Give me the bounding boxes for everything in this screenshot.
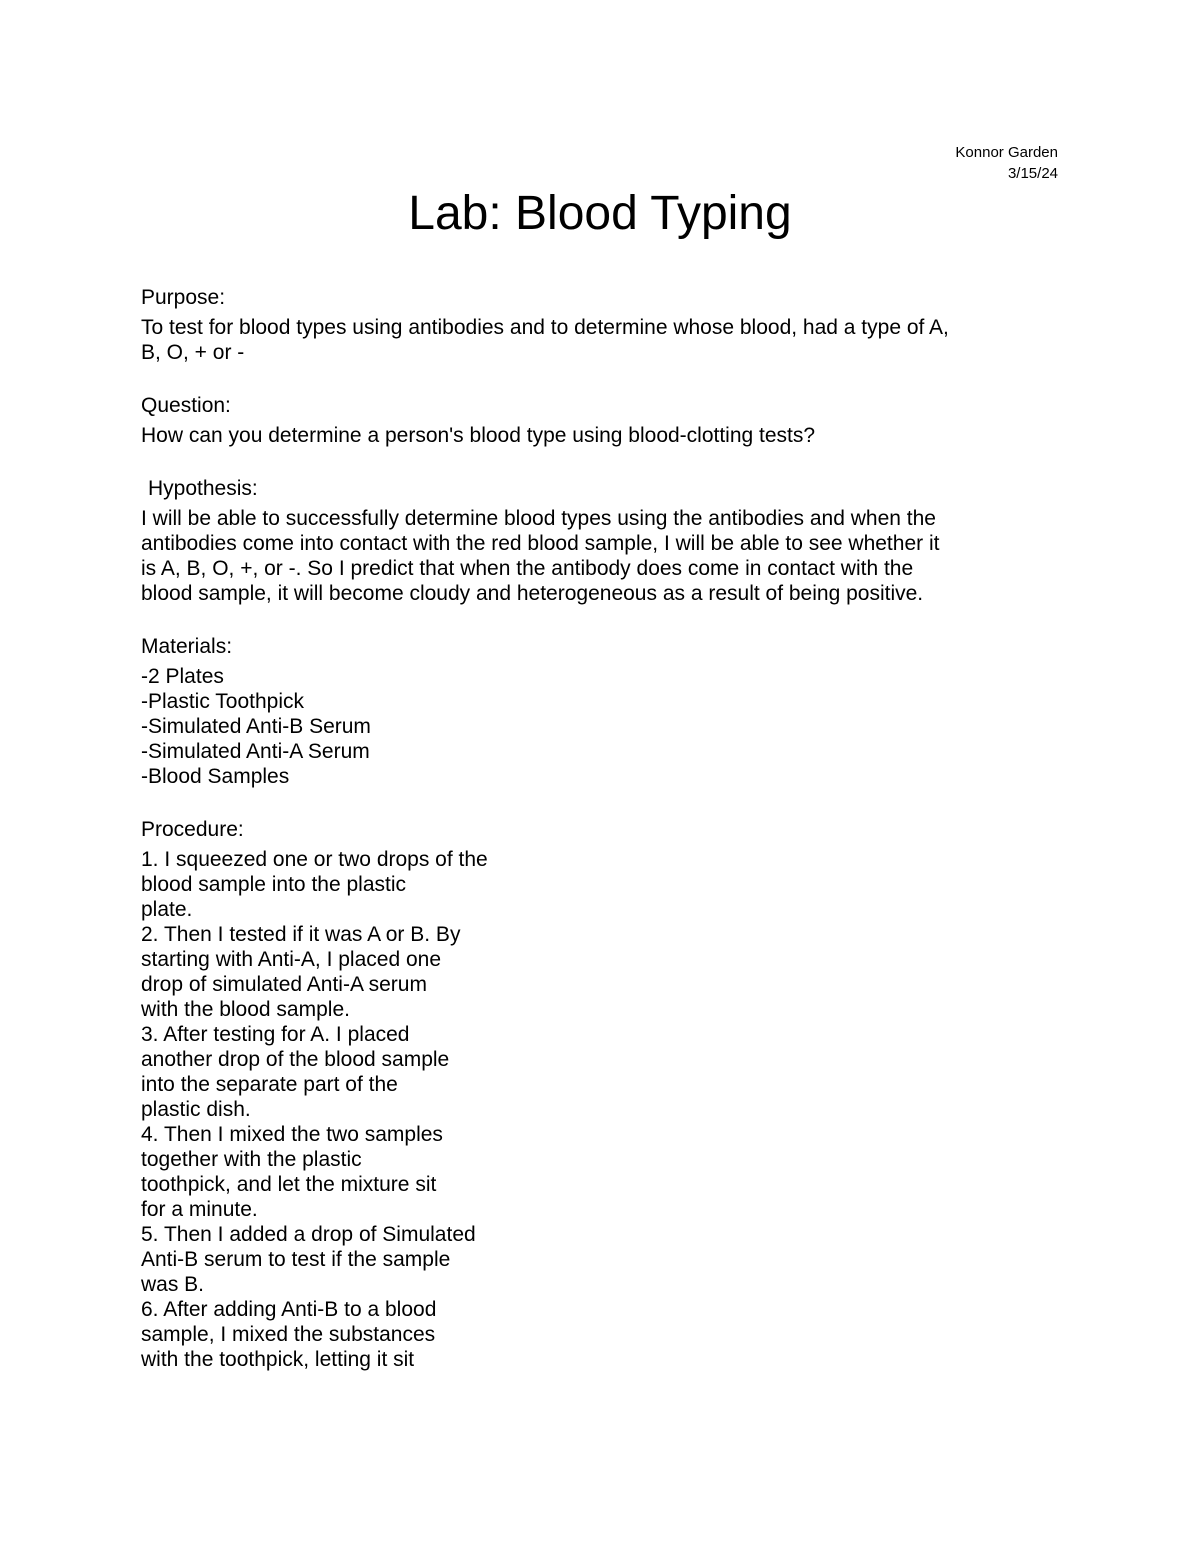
procedure-line: starting with Anti-A, I placed one	[141, 948, 441, 971]
hypothesis-heading: Hypothesis:	[148, 477, 258, 500]
procedure-line: 3. After testing for A. I placed	[141, 1023, 410, 1046]
materials-item: -2 Plates	[141, 665, 224, 688]
procedure-line: for a minute.	[141, 1198, 258, 1221]
procedure-line: drop of simulated Anti-A serum	[141, 973, 427, 996]
report-date: 3/15/24	[1007, 165, 1058, 182]
procedure-section	[141, 817, 1061, 1372]
question-text	[141, 423, 1061, 448]
procedure-line: blood sample into the plastic	[141, 873, 406, 896]
materials-item: -Plastic Toothpick	[141, 690, 305, 713]
procedure-line: with the blood sample.	[141, 998, 350, 1021]
procedure-line: 6. After adding Anti-B to a blood	[141, 1298, 437, 1321]
procedure-line: 1. I squeezed one or two drops of the	[141, 848, 488, 871]
document-title: Lab: Blood Typing	[408, 187, 792, 240]
materials-item: -Simulated Anti-B Serum	[141, 715, 371, 738]
question-line: How can you determine a person's blood type using blood-clotting tests?	[141, 424, 816, 447]
author-name: Konnor Garden	[955, 144, 1058, 161]
procedure-line: into the separate part of the	[141, 1073, 398, 1096]
materials-section	[141, 634, 1061, 789]
procedure-list	[141, 847, 541, 1372]
purpose-line: To test for blood types using antibodies and to determine whose blood, had a type of A,	[141, 316, 949, 339]
procedure-line: with the toothpick, letting it sit	[141, 1348, 415, 1371]
hypothesis-line: antibodies come into contact with the red blood sample, I will be able to see whether it	[141, 532, 940, 555]
purpose-heading: Purpose:	[141, 286, 226, 309]
materials-item: -Blood Samples	[141, 765, 290, 788]
procedure-line: together with the plastic	[141, 1148, 362, 1171]
procedure-line: another drop of the blood sample	[141, 1048, 450, 1071]
procedure-line: toothpick, and let the mixture sit	[141, 1173, 437, 1196]
hypothesis-line: is A, B, O, +, or -. So I predict that when the antibody does come in contact with the	[141, 557, 914, 580]
procedure-line: 4. Then I mixed the two samples	[141, 1123, 443, 1146]
hypothesis-line: I will be able to successfully determine blood types using the antibodies and when the	[141, 507, 936, 530]
hypothesis-line: blood sample, it will become cloudy and heterogeneous as a result of being positive.	[141, 582, 924, 605]
procedure-line: 5. Then I added a drop of Simulated	[141, 1223, 476, 1246]
question-section	[141, 393, 1061, 448]
hypothesis-section	[141, 476, 1061, 606]
materials-heading: Materials:	[141, 635, 233, 658]
question-heading: Question:	[141, 394, 231, 417]
document-body	[141, 285, 1061, 1400]
materials-item: -Simulated Anti-A Serum	[141, 740, 370, 763]
procedure-line: Anti-B serum to test if the sample	[141, 1248, 451, 1271]
materials-list	[141, 664, 1061, 789]
purpose-line: B, O, + or -	[141, 341, 245, 364]
purpose-text	[141, 315, 1061, 365]
hypothesis-text	[141, 506, 1061, 606]
purpose-section	[141, 285, 1061, 365]
procedure-line: 2. Then I tested if it was A or B. By	[141, 923, 461, 946]
procedure-line: was B.	[141, 1273, 205, 1296]
procedure-heading: Procedure:	[141, 818, 244, 841]
procedure-line: sample, I mixed the substances	[141, 1323, 436, 1346]
author-block	[955, 142, 1058, 184]
procedure-line: plate.	[141, 898, 193, 921]
procedure-line: plastic dish.	[141, 1098, 251, 1121]
